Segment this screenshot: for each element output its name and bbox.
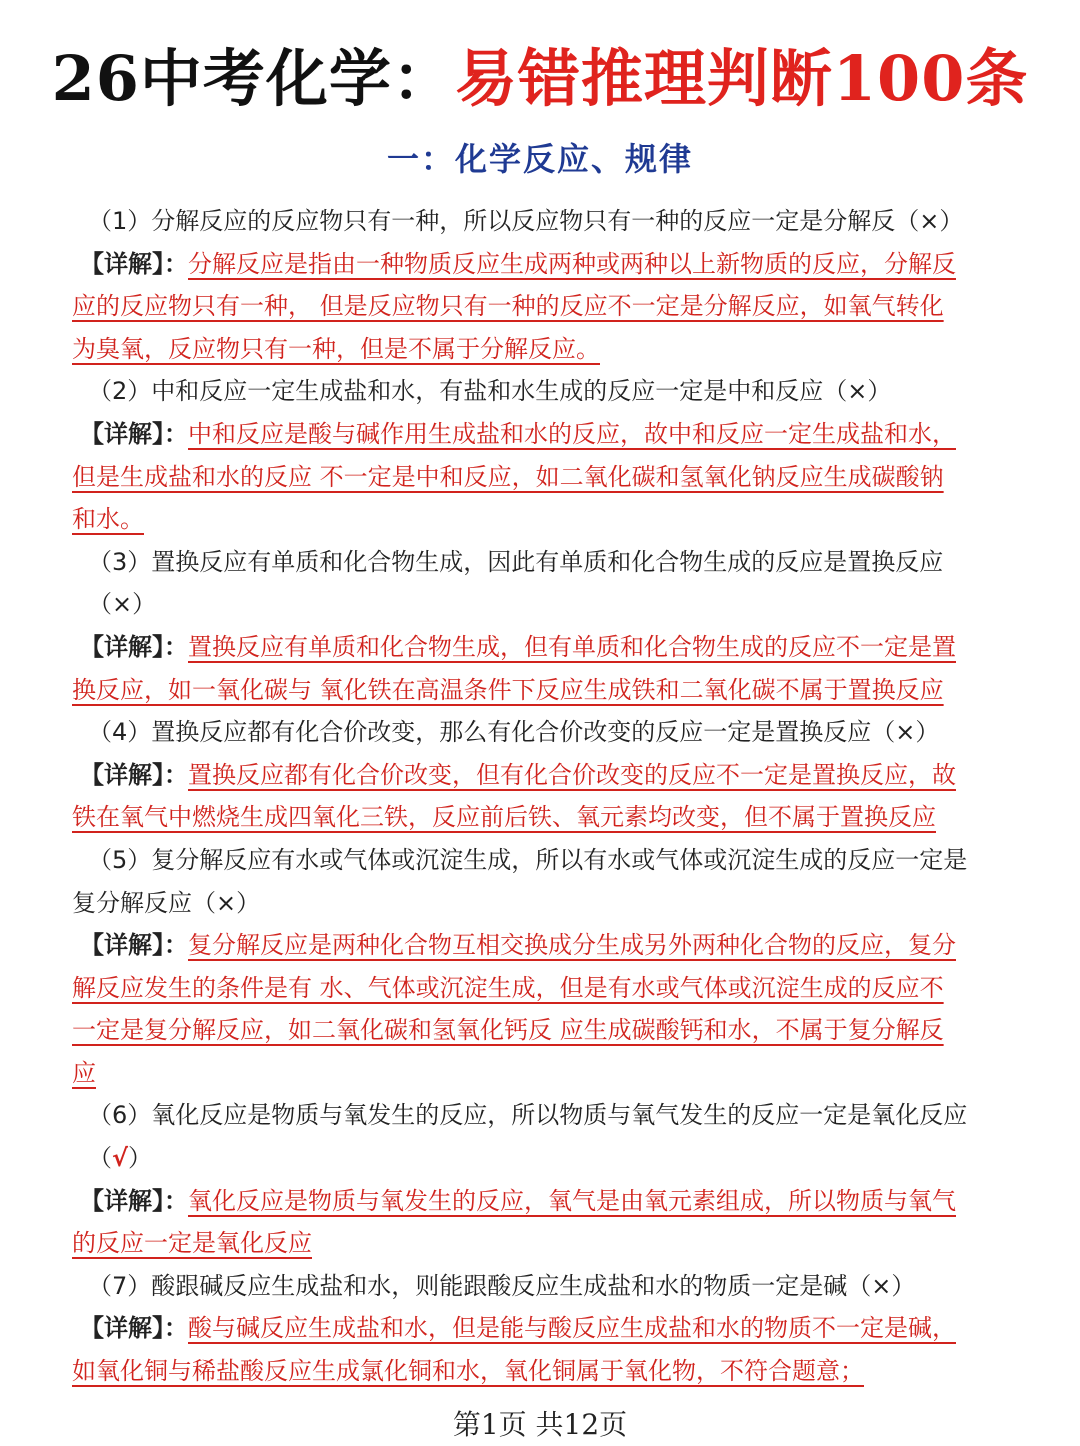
- explanation-line: [72, 285, 1008, 328]
- question-text: 复分解反应: [72, 888, 192, 917]
- explanation-text: 为臭氧，反应物只有一种，但是不属于分解反应。: [72, 334, 600, 363]
- explanation-text: 的反应一定是氧化反应: [72, 1229, 312, 1258]
- explanation-text: 中和反应是酸与碱作用生成盐和水的反应，故中和反应一定生成盐和水，: [188, 419, 956, 448]
- explanation-text: 如氧化铜与稀盐酸反应生成氯化铜和水，氧化铜属于氧化物，不符合题意；: [72, 1357, 864, 1386]
- explanation-line: [72, 1350, 1008, 1393]
- question-text: （1）分解反应的反应物只有一种，所以反应物只有一种的反应一定是分解反: [88, 207, 896, 235]
- cross-mark: （×）: [895, 207, 964, 235]
- explanation-line: [72, 456, 1008, 499]
- explanation-line: [72, 1009, 1008, 1052]
- explanation-line: [72, 1222, 1008, 1265]
- question-line: [72, 882, 1008, 925]
- explanation-text: 氧化反应是物质与氧发生的反应，氧气是由氧元素组成，所以物质与氧气: [188, 1186, 956, 1215]
- question-text: （3）置换反应有单质和化合物生成，因此有单质和化合物生成的反应是置换反应: [88, 547, 944, 576]
- explanation-line: [72, 967, 1008, 1010]
- explanation-line: [72, 328, 1008, 371]
- explanation-line: [72, 626, 1008, 669]
- question-text: （4）置换反应都有化合价改变，那么有化合价改变的反应一定是置换反应: [88, 718, 872, 747]
- explanation-label: 【详解】：: [80, 632, 188, 661]
- cross-mark: （×）: [847, 1271, 916, 1300]
- explanation-label: 【详解】：: [80, 760, 188, 789]
- mark-close-paren: ）: [128, 1144, 153, 1173]
- explanation-text: 但是生成盐和水的反应 不一定是中和反应，如二氧化碳和氢氧化钠反应生成碳酸钠: [72, 462, 944, 491]
- page-number: 第1页 共12页: [452, 1408, 628, 1441]
- explanation-label: 【详解】：: [80, 249, 188, 278]
- cross-mark: （×）: [823, 377, 892, 406]
- explanation-text: 应: [72, 1058, 96, 1087]
- cross-mark: （×）: [871, 718, 940, 747]
- explanation-line: [72, 1180, 1008, 1223]
- explanation-text: 复分解反应是两种化合物互相交换成分生成另外两种化合物的反应，复分: [188, 931, 956, 960]
- explanation-text: 应的反应物只有一种， 但是反应物只有一种的反应不一定是分解反应，如氧气转化: [72, 292, 944, 321]
- explanation-line: [72, 924, 1008, 967]
- explanation-text: 和水。: [72, 505, 144, 534]
- explanation-line: [72, 1307, 1008, 1350]
- explanation-text: 置换反应都有化合价改变，但有化合价改变的反应不一定是置换反应，故: [188, 760, 956, 789]
- explanation-line: [72, 796, 1008, 839]
- title-highlight: 易错推理判断100条: [454, 42, 1029, 115]
- question-line: [72, 200, 1008, 243]
- question-line: [72, 541, 1008, 584]
- question-line: [72, 711, 1008, 754]
- section-heading: 一：化学反应、规律: [386, 140, 693, 178]
- explanation-label: 【详解】：: [80, 931, 188, 960]
- explanation-text: 置换反应有单质和化合物生成，但有单质和化合物生成的反应不一定是置: [188, 632, 956, 661]
- explanation-text: 换反应，如一氧化碳与 氧化铁在高温条件下反应生成铁和二氧化碳不属于置换反应: [72, 675, 944, 704]
- check-mark-icon: √: [112, 1144, 129, 1173]
- explanation-label: 【详解】：: [80, 1186, 188, 1215]
- question-text: （7）酸跟碱反应生成盐和水，则能跟酸反应生成盐和水的物质一定是碱: [88, 1271, 848, 1300]
- explanation-label: 【详解】：: [80, 419, 188, 448]
- cross-mark: （×）: [88, 590, 157, 619]
- question-line: [72, 370, 1008, 413]
- explanation-line: [72, 413, 1008, 456]
- explanation-text: 铁在氧气中燃烧生成四氧化三铁，反应前后铁、氧元素均改变，但不属于置换反应: [72, 803, 936, 832]
- mark-open-paren: （: [88, 1144, 112, 1173]
- explanation-line: [72, 498, 1008, 541]
- question-line: [72, 583, 1008, 626]
- explanation-line: [72, 669, 1008, 712]
- explanation-text: 解反应发生的条件是有 水、气体或沉淀生成，但是有水或气体或沉淀生成的反应不: [72, 973, 944, 1002]
- page-title: [0, 34, 1080, 124]
- explanation-text: 酸与碱反应生成盐和水，但是能与酸反应生成盐和水的物质不一定是碱，: [188, 1314, 956, 1343]
- question-text: （5）复分解反应有水或气体或沉淀生成，所以有水或气体或沉淀生成的反应一定是: [88, 845, 968, 874]
- question-text: （2）中和反应一定生成盐和水，有盐和水生成的反应一定是中和反应: [88, 377, 824, 406]
- explanation-text: 分解反应是指由一种物质反应生成两种或两种以上新物质的反应，分解反: [188, 249, 956, 278]
- explanation-line: [72, 1052, 1008, 1095]
- explanation-text: 一定是复分解反应，如二氧化碳和氢氧化钙反 应生成碳酸钙和水，不属于复分解反: [72, 1016, 944, 1045]
- document-body: [72, 200, 1008, 1393]
- explanation-line: [72, 243, 1008, 286]
- title-prefix: 26中考化学：: [51, 42, 455, 115]
- question-line: [72, 1137, 1008, 1180]
- explanation-label: 【详解】：: [80, 1314, 188, 1343]
- question-line: [72, 1265, 1008, 1308]
- cross-mark: （×）: [192, 888, 261, 917]
- question-line: [72, 839, 1008, 882]
- explanation-line: [72, 754, 1008, 797]
- question-line: [72, 1094, 1008, 1137]
- question-text: （6）氧化反应是物质与氧发生的反应，所以物质与氧气发生的反应一定是氧化反应: [88, 1101, 968, 1130]
